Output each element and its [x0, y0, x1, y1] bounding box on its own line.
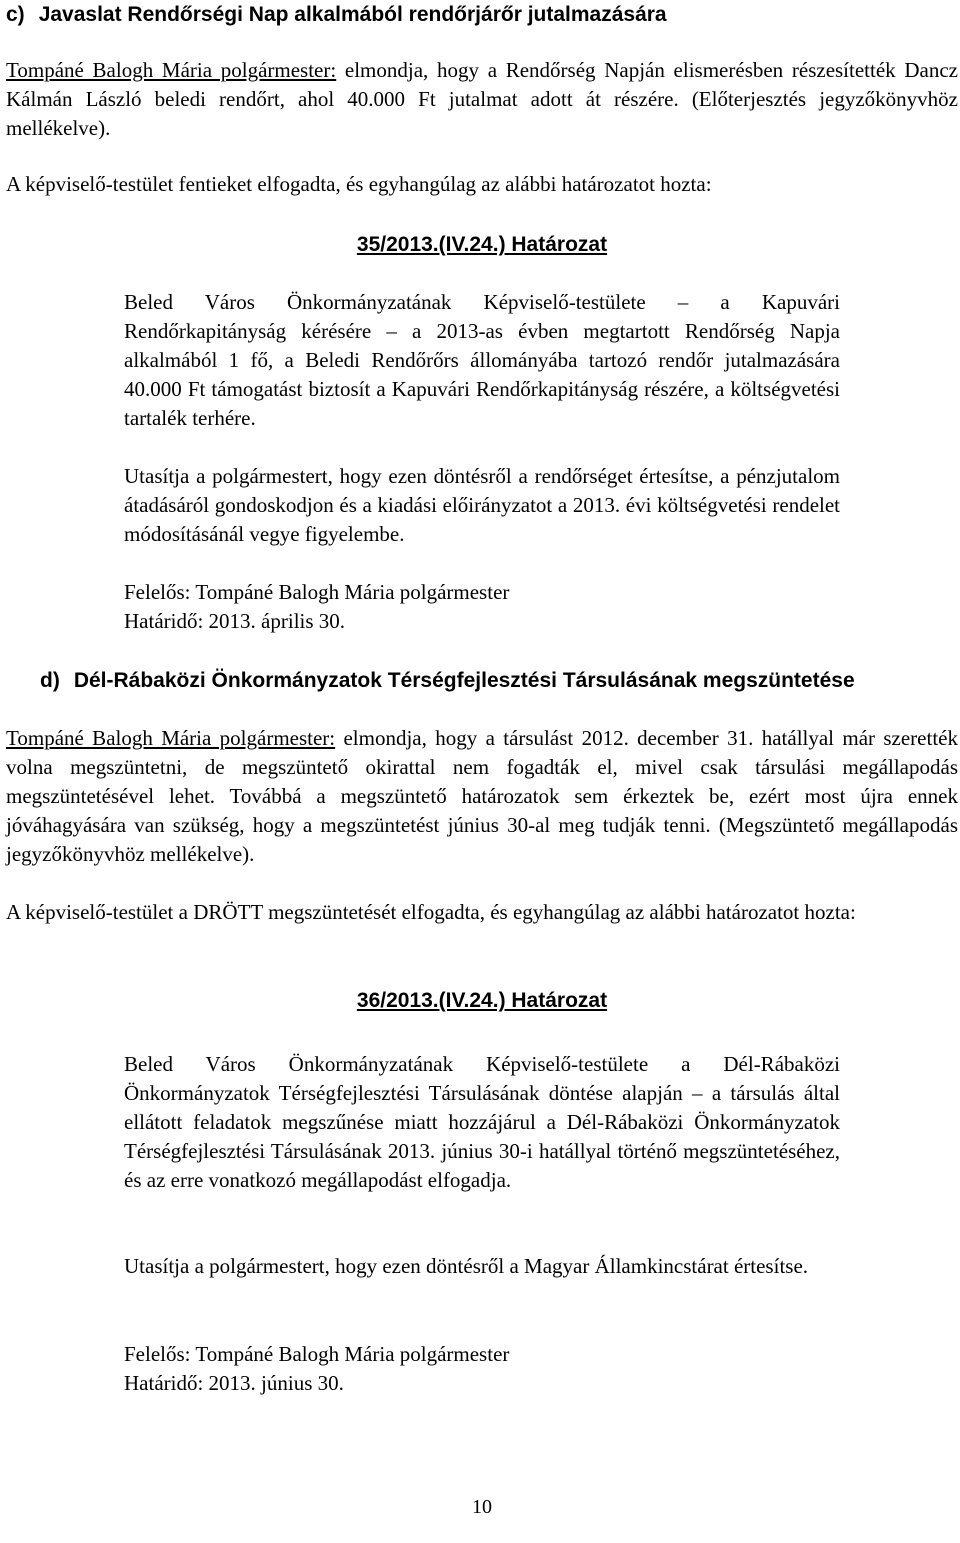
section-c-instruction — [6, 462, 958, 549]
section-d-responsible — [6, 1340, 958, 1398]
section-c-responsible — [6, 578, 958, 636]
section-d-adoption — [6, 898, 958, 927]
resolution-36-instruction: Utasítja a polgármestert, hogy ezen döntésről a Magyar Államkincstárat értesítse. — [124, 1254, 809, 1278]
resolution-36-body: Beled Város Önkormányzatának Képviselő-testülete a Dél-Rábaközi Önkormányzatok Térségfejlesztési Társulásának döntése alapján – a társulás által ellátott feladatok megszűnése miatt hozzájárul a Dél-Rábaközi Önkormányzatok Térségfejlesztési Társulásának 2013. június 30-i hatállyal történő megszüntetéséhez, és az erre vonatkozó megállapodást elfogadja. — [124, 1052, 840, 1192]
section-c-heading — [6, 0, 958, 29]
section-c-adoption-text: A képviselő-testület fentieket elfogadta, és egyhangúlag az alábbi határozatot hozta: — [6, 172, 712, 196]
page-number: 10 — [472, 1496, 492, 1518]
section-c-resolution-title — [6, 230, 958, 259]
section-c-intro — [6, 56, 958, 143]
section-c-intro-text: elmondja, hogy a Rendőrség Napján elismerésben részesítették Dancz Kálmán László beledi rendőrt, ahol 40.000 Ft jutalmat adott át részére. (Előterjesztés jegyzőkönyvhöz mellékelve). — [6, 58, 958, 140]
section-d-heading — [6, 666, 958, 695]
resolution-35-title: 35/2013.(IV.24.) Határozat — [356, 233, 608, 256]
section-c-adoption — [6, 170, 958, 199]
section-d-resolution-title — [6, 986, 958, 1015]
section-d-intro — [6, 724, 958, 869]
resolution-36-title: 36/2013.(IV.24.) Határozat — [356, 989, 608, 1012]
section-d-label: d) — [40, 669, 60, 692]
resolution-35-instruction: Utasítja a polgármestert, hogy ezen döntésről a rendőrséget értesítse, a pénzjutalom átadásáról gondoskodjon és a kiadási előirányzatot a 2013. évi költségvetési rendelet módosításánál vegye figyelembe. — [124, 464, 840, 546]
resolution-36-responsible: Felelős: Tompáné Balogh Mária polgármester — [124, 1342, 510, 1366]
resolution-35-body: Beled Város Önkormányzatának Képviselő-testülete – a Kapuvári Rendőrkapitányság kérésére – a 2013-as évben megtartott Rendőrség Napja alkalmából 1 fő, a Beledi Rendőrőrs állományába tartozó rendőr jutalmazására 40.000 Ft támogatást biztosít a Kapuvári Rendőrkapitányság részére, a költségvetési tartalék terhére. — [124, 290, 840, 430]
section-c-resolution-body — [6, 288, 958, 433]
resolution-35-deadline: Határidő: 2013. április 30. — [124, 609, 346, 633]
section-c-title: Javaslat Rendőrségi Nap alkalmából rendőrjárőr jutalmazására — [38, 3, 667, 26]
section-d-resolution-body — [6, 1050, 958, 1195]
section-c-label: c) — [6, 3, 25, 26]
section-d-speaker: Tompáné Balogh Mária polgármester: — [6, 726, 336, 750]
section-d-title: Dél-Rábaközi Önkormányzatok Térségfejlesztési Társulásának megszüntetése — [73, 669, 855, 692]
section-d-instruction — [6, 1252, 958, 1281]
resolution-35-responsible: Felelős: Tompáné Balogh Mária polgármester — [124, 580, 510, 604]
section-d-adoption-text: A képviselő-testület a DRÖTT megszüntetését elfogadta, és egyhangúlag az alábbi határozatot hozta: — [6, 900, 856, 924]
resolution-36-deadline: Határidő: 2013. június 30. — [124, 1371, 344, 1395]
document-page — [6, 0, 958, 1543]
section-c-speaker: Tompáné Balogh Mária polgármester: — [6, 58, 337, 82]
section-d-intro-text: elmondja, hogy a társulást 2012. december 31. hatállyal már szerették volna megszüntetni, de megszüntető okirattal nem fogadták el, mivel csak társulási megállapodás megszüntetésével lehet. Továbbá a megszüntető határozatok sem érkeztek be, ezért most újra ennek jóváhagyására van szükség, hogy a megszüntetést június 30-al meg tudják tenni. (Megszüntető megállapodás jegyzőkönyvhöz mellékelve). — [6, 726, 958, 866]
